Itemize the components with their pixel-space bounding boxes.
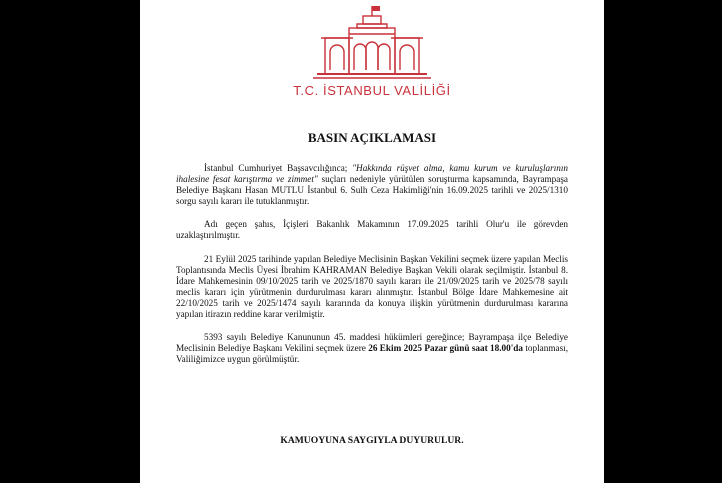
paragraph-1-lead: İstanbul Cumhuriyet Başsavcılığınca;: [204, 163, 353, 173]
header-logo: [140, 4, 604, 98]
press-release-page: [140, 0, 604, 483]
paragraph-1: [176, 163, 568, 207]
paragraph-4-rest: toplanması, Valiliğimizce uygun görülmüştür.: [176, 343, 568, 365]
paragraph-4-date: 26 Ekim 2025 Pazar günü saat 18.00'da: [368, 343, 523, 354]
paragraph-1-rest: suçları nedeniyle yürütülen soruşturma kapsamında, Bayrampaşa Belediye Başkanı Hasan MUTLU İstanbul 6. Sulh Ceza Hakimliği'nin 16.09.2025 tarihli ve 2025/1310 sorgu sayılı kararı ile tutuklanmıştır.: [176, 174, 568, 207]
document-body: [176, 163, 568, 377]
paragraph-4: [176, 332, 568, 365]
paragraph-3: 21 Eylül 2025 tarihinde yapılan Belediye Meclisinin Başkan Vekilini seçmek üzere yapılan Meclis Toplantısında Meclis Üyesi İbrahim KAHRAMAN Belediye Başkan Vekili olarak seçilmiştir. İstanbul 8. İdare Mahkemesinin 09/10/2025 tarih ve 2025/1870 sayılı kararı ile 21/09/2025 tarih ve 2025/78 sayılı meclis kararı için yürütmenin durdurulması kararı alınmıştır. İstanbul Bölge İdare Mahkemesine ait 22/10/2025 tarih ve 2025/1474 sayılı kararında da konuya ilişkin yürütmenin durdurulması kararına yapılan itirazın reddine karar verilmiştir.: [176, 253, 568, 320]
document-title: BASIN AÇIKLAMASI: [307, 130, 437, 145]
paragraph-1-quote: "Hakkında rüşvet alma, kamu kurum ve kuruluşlarının ihalesine fesat karıştırma ve zimmet": [176, 163, 568, 185]
istanbul-governorship-building-icon: [309, 4, 435, 80]
logo-text: T.C. İSTANBUL VALİLİĞİ: [293, 83, 451, 98]
closing-statement: KAMUOYUNA SAYGIYLA DUYURULUR.: [280, 435, 464, 446]
paragraph-4-lead: 5393 sayılı Belediye Kanununun 45. maddesi hükümleri gereğince; Bayrampaşa ilçe Belediye Meclisinin Belediye Başkanı Vekilini seçmek üzere: [176, 332, 568, 354]
paragraph-2: Adı geçen şahıs, İçişleri Bakanlık Makamının 17.09.2025 tarihli Olur'u ile görevden uzaklaştırılmıştır.: [176, 219, 568, 241]
